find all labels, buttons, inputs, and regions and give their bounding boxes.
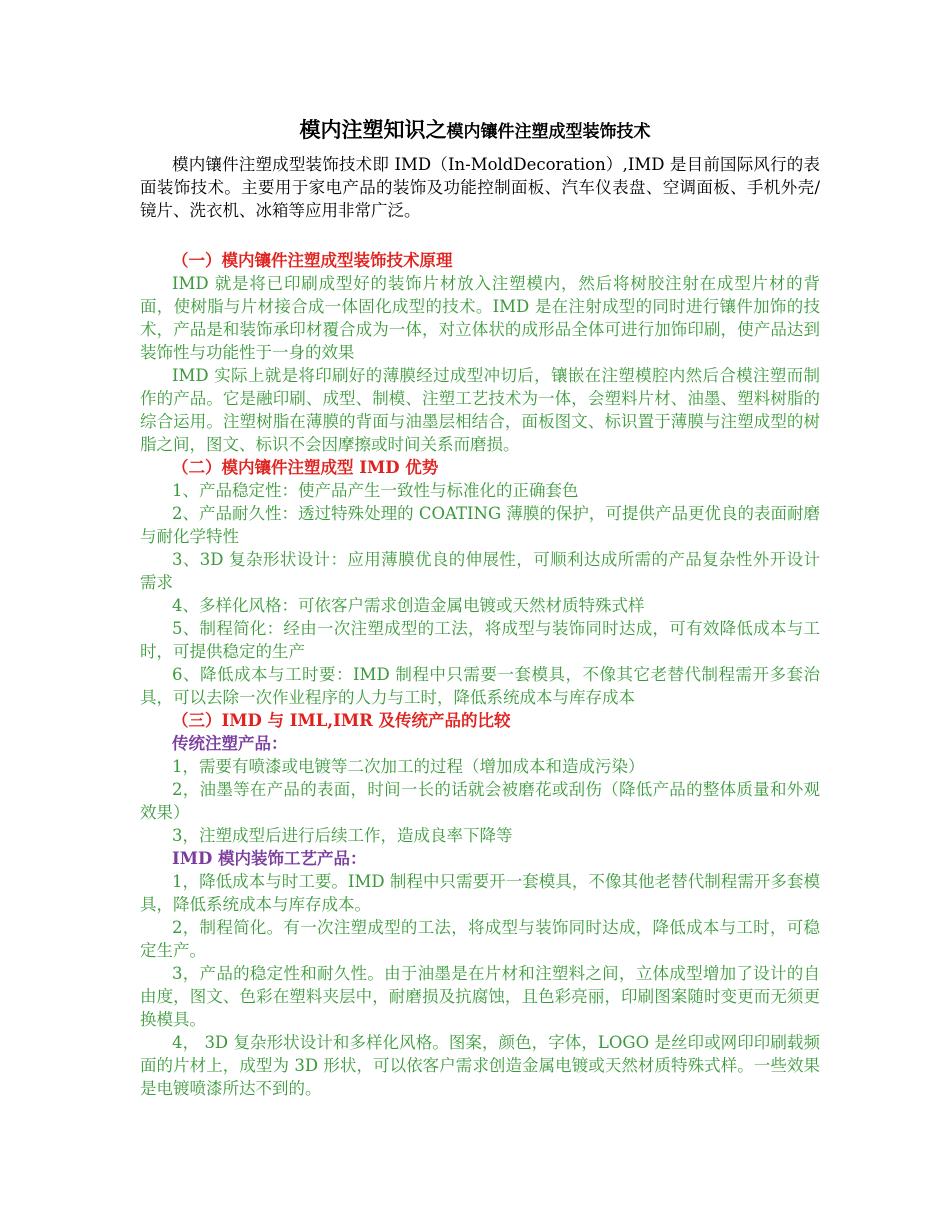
section3-heading: （三）IMD 与 IML,IMR 及传统产品的比较 [172,711,511,730]
document-title [0,114,950,144]
section1-heading: （一）模内镶件注塑成型装饰技术原理 [172,251,453,270]
section1-paragraph-1: IMD 就是将已印刷成型好的装饰片材放入注塑模内，然后将树胶注射在成型片材的背面，使树脂与片材接合成一体固化成型的技术。IMD 是在注射成型的同时进行镶件加饰的技术，产品是和装饰承印材覆合成为一体，对立体状的成形品全体可进行加饰印刷，使产品达到装饰性与功能性于一身的效果 [140,274,820,362]
section2-item: 6、降低成本与工时要：IMD 制程中只需要一套模具，不像其它老替代制程需开多套治具，可以去除一次作业程序的人力与工时，降低系统成本与库存成本 [140,665,820,707]
section2-item: 4、多样化风格：可依客户需求创造金属电镀或天然材质特殊式样 [172,596,645,615]
traditional-item: 3，注塑成型后进行后续工作，造成良率下降等 [172,826,513,845]
imd-item: 2，制程简化。有一次注塑成型的工法，将成型与装饰同时达成，降低成本与工时，可稳定生产。 [140,918,820,960]
traditional-label: 传统注塑产品： [172,734,288,753]
section2-item: 3、3D 复杂形状设计：应用薄膜优良的伸展性，可顺利达成所需的产品复杂性外开设计需求 [140,550,820,592]
section1-paragraph-2: IMD 实际上就是将印刷好的薄膜经过成型冲切后，镶嵌在注塑模腔内然后合模注塑而制作的产品。它是融印刷、成型、制模、注塑工艺技术为一体，会塑料片材、油墨、塑料树脂的综合运用。注塑树脂在薄膜的背面与油墨层相结合，面板图文、标识置于薄膜与注塑成型的树脂之间，图文、标识不会因摩擦或时间关系而磨损。 [140,366,820,454]
imd-item: 1，降低成本与时工要。IMD 制程中只需要开一套模具，不像其他老替代制程需开多套模具，降低系统成本与库存成本。 [140,872,820,914]
section2-item: 2、产品耐久性：透过特殊处理的 COATING 薄膜的保护，可提供产品更优良的表面耐磨与耐化学特性 [140,504,820,546]
section2-item: 1、产品稳定性：使产品产生一致性与标准化的正确套色 [172,481,579,500]
imd-item: 4， 3D 复杂形状设计和多样化风格。图案，颜色，字体，LOGO 是丝印或网印印刷载频面的片材上，成型为 3D 形状，可以依客户需求创造金属电镀或天然材质特殊式样。一些效果是电镀喷漆所达不到的。 [140,1033,820,1098]
traditional-item: 2，油墨等在产品的表面，时间一长的话就会被磨花或刮伤（降低产品的整体质量和外观效果） [140,780,820,822]
spacer [140,222,820,249]
imd-item: 3，产品的稳定性和耐久性。由于油墨是在片材和注塑料之间，立体成型增加了设计的自由度，图文、色彩在塑料夹层中，耐磨损及抗腐蚀，且色彩亮丽，印刷图案随时变更而无须更换模具。 [140,964,820,1029]
title-main: 模内注塑知识之 [299,117,447,142]
intro-paragraph: 模内镶件注塑成型装饰技术即 IMD（In-MoldDecoration）,IMD 是目前国际风行的表面装饰技术。主要用于家电产品的装饰及功能控制面板、汽车仪表盘、空调面板、手机外壳/镜片、洗衣机、冰箱等应用非常广泛。 [140,155,820,220]
title-sub: 模内镶件注塑成型装饰技术 [446,122,651,142]
traditional-item: 1，需要有喷漆或电镀等二次加工的过程（增加成本和造成污染） [172,757,645,776]
document-body [140,153,820,1100]
section2-item: 5、制程简化：经由一次注塑成型的工法，将成型与装饰同时达成，可有效降低成本与工时，可提供稳定的生产 [140,619,820,661]
section2-heading: （二）模内镶件注塑成型 IMD 优势 [172,458,439,477]
imd-label: IMD 模内装饰工艺产品： [172,849,367,868]
